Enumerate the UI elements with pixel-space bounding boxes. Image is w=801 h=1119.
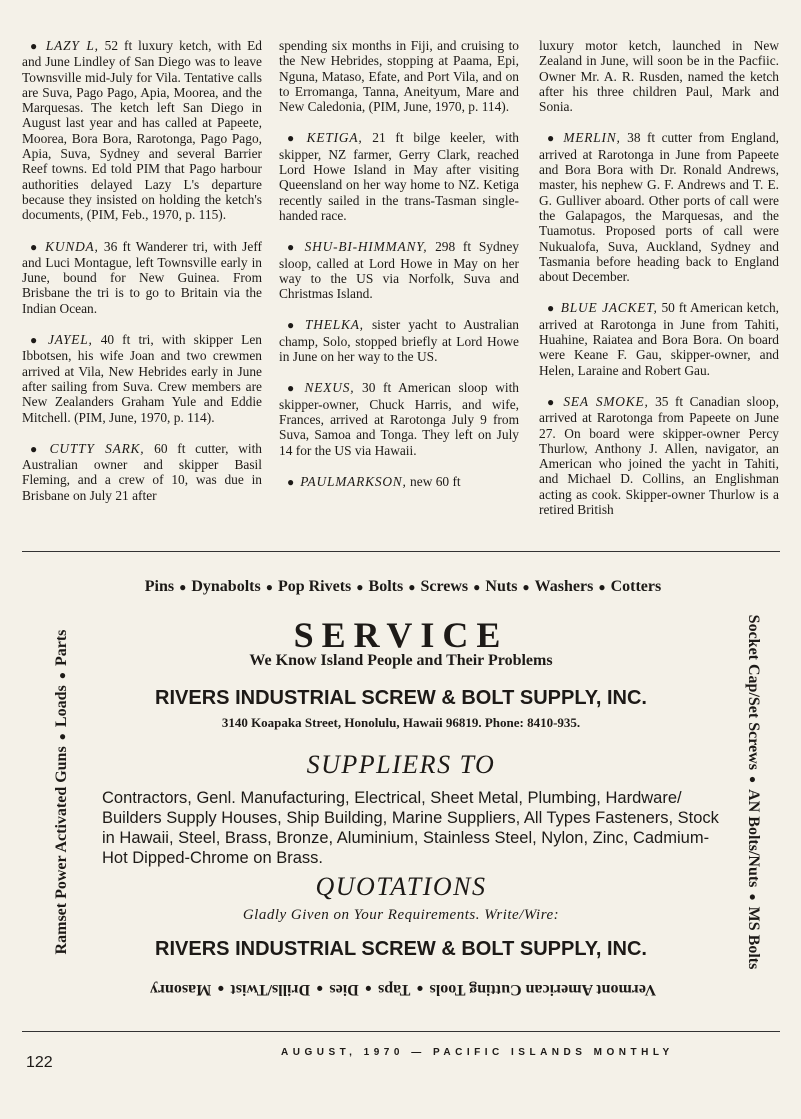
bullet-icon: ● [356,580,364,594]
article-text: 21 ft bilge keeler, with skipper, NZ farmer, Gerry Clark, reached Lord Howe Island in May after visiting Queensland on her way home to NZ. Ketiga recently sailed in the trans-Tasman single-handed race. [279,130,520,223]
bullet-icon: ● [265,580,273,594]
article-text: 50 ft American ketch, arrived at Rarotonga in June from Tahiti, Huahine, Raiatea and Bora Bora. On board were Keane F. Gau, skipper-owner, and Helen, Laraine and Robert Gau. [539,300,779,378]
ad-product-item: Pop Rivets [277,578,352,595]
ad-product-item: Ramset Power Activated Guns [53,746,70,955]
vessel-name: CUTTY SARK, [49,440,145,456]
ad-product-item: Dynabolts [191,578,261,595]
vessel-name: SEA SMOKE, [563,393,649,409]
bullet-icon: ● [287,131,301,146]
article-paragraph [279,130,519,223]
vessel-name: KETIGA, [306,130,363,146]
article-text: 35 ft Canadian sloop, arrived at Rarotonga from Papeete on June 27. On board were skipper-owner Percy Thurlow, Anthony J. Allen, navigator, an American who joined the yacht in Tahiti, and Michael D. Collins, an Englishman acting as cook. Skipper-owner Thurlow is a retired British [539,393,780,518]
bullet-icon: ● [30,441,44,456]
bullet-icon: ● [316,982,324,996]
ad-quotations-text: Gladly Given on Your Requirements. Write/Wire: [242,907,560,923]
article-paragraph [279,474,519,490]
article-text: luxury motor ketch, launched in New Zealand in June, will soon be in the Pacfiic. Owner Mr. A. R. Rusden, named the ketch after his three children Paul, Mark and Sonia. [539,38,779,115]
ad-address: 3140 Koapaka Street, Honolulu, Hawaii 96819. Phone: 8410-935. [221,715,581,730]
ad-product-item: Drills/Twist [230,981,311,998]
article-text: new 60 ft [406,473,461,489]
bullet-icon: ● [55,733,69,741]
advertisement [22,551,780,1032]
article-text: 38 ft cutter from England, arrived at Rarotonga in June from Papeete and Bora Bora with Dr. Ronald Andrews, master, his nephew G. F. Andrews and T. E. G. Gulliver aboard. Other ports of call were the Galapagos, the Marquesas, and the Tuamotus. Proposed ports of call were Nukualofa, Suva, Auckland, Sydney and Tasmania before heading back to England about December. [539,130,779,285]
ad-product-item: Parts [53,629,70,667]
ad-suppliers-text: Contractors, Genl. Manufacturing, Electrical, Sheet Metal, Plumbing, Hardware/ Builders Supply Houses, Ship Building, Marine Suppliers, All Types Fasteners, Stock in Hawaii, Steel, Brass, Bronze, Aluminium, Stainless Steel, Nylon, Zinc, Cadmium-Hot Dipped-Chrome on Brass. [102,789,719,867]
ad-top-row [70,578,736,596]
ad-product-item: Nuts [485,578,518,595]
ad-product-item: Loads [53,685,70,728]
bullet-icon: ● [547,131,558,146]
ad-product-item: Bolts [368,578,404,595]
bullet-icon: ● [30,333,42,348]
bullet-icon: ● [746,775,760,784]
article-paragraph [539,300,779,377]
vessel-name: KUNDA, [45,238,99,254]
bullet-icon: ● [522,580,530,594]
article-paragraph [279,239,519,301]
ad-product-item: Vermont American Cutting Tools [429,981,657,998]
article-paragraph [22,239,262,316]
article-paragraph [279,317,519,364]
bullet-icon: ● [287,474,295,489]
ad-bottom-row [70,980,736,998]
ad-company-name-2: RIVERS INDUSTRIAL SCREW & BOLT SUPPLY, INC. [155,938,647,960]
column-3 [539,38,779,533]
bullet-icon: ● [547,301,555,316]
bullet-icon: ● [364,982,372,996]
article-paragraph [539,38,779,114]
bullet-icon: ● [287,318,300,333]
vessel-name: PAULMARKSON, [300,473,407,489]
bullet-icon: ● [287,381,299,396]
bullet-icon: ● [30,239,40,254]
article-text: 60 ft cutter, with Australian owner and skipper Basil Fleming, and a crew of 10, was due in Brisbane on July 21 after [22,440,262,503]
ad-product-item: Masonry [149,981,212,998]
article-paragraph [539,394,779,517]
ad-company-name: RIVERS INDUSTRIAL SCREW & BOLT SUPPLY, INC. [155,687,647,709]
article-text: 40 ft tri, with skipper Len Ibbotsen, his wife Joan and two crewmen arrived at Vila, New Hebrides early in June after sailing from Suva. Crew members are New Zealanders Graham Yule and Eddie Mitchell. (PIM, June, 1970, p. 114). [22,332,263,425]
running-footer: AUGUST, 1970 — PACIFIC ISLANDS MONTHLY [281,1047,674,1058]
ad-product-item: Dies [329,981,359,998]
ad-service-heading: SERVICE [293,615,509,655]
bullet-icon: ● [179,580,187,594]
bullet-icon: ● [55,672,69,680]
bullet-icon: ● [598,580,606,594]
ad-quotations-heading: QUOTATIONS [315,872,487,901]
ad-product-item: Cotters [610,578,662,595]
ad-product-item: AN Bolts/Nuts [745,789,762,888]
vessel-name: BLUE JACKET, [560,300,658,316]
article-columns [22,38,792,538]
article-text: sister yacht to Australian champ, Solo, stopped briefly at Lord Howe in June on her way to the US. [279,317,519,365]
article-paragraph [279,38,519,114]
article-paragraph [22,38,262,223]
article-paragraph [539,130,779,284]
ad-product-item: MS Bolts [745,906,762,970]
vessel-name: JAYEL, [48,332,93,348]
vessel-name: SHU-BI-HIMMANY, [304,239,428,255]
column-1 [22,38,262,519]
bullet-icon: ● [416,982,424,996]
article-text: spending six months in Fiji, and cruising to the New Hebrides, stopping at Paama, Epi, Nguna, Mataso, Efate, and Port Vila, and on to Erromanga, Tanna, Aneityum, Mare and New Caledonia, (PIM, June, 1970, p. 114). [279,38,519,115]
bullet-icon: ● [547,394,558,409]
ad-product-item: Taps [378,981,411,998]
article-text: 36 ft Wanderer tri, with Jeff and Luci Montague, left Townsville early in June, bound for New Guinea. From Brisbane the tri is to go to Britain via the Indian Ocean. [22,238,262,316]
article-paragraph [279,380,519,457]
article-paragraph [22,441,262,503]
vessel-name: LAZY L, [45,38,99,53]
article-text: 52 ft luxury ketch, with Ed and June Lindley of San Diego was to leave Townsville mid-July for Vila. Tentative calls are Suva, Pago Pago, Apia, Moorea, and the Marquesas. The ketch left San Diego in August last year and has called at Papeete, Moorea, Bora Bora, Rarotonga, Pago Pago, Apia, Suva, Sydney and several Barrier Reef towns. Ed told PIM that Pago harbour authorities delayed Lazy L's departure because they insisted on holding the ketch's documents, (PIM, Feb., 1970, p. 115). [22,38,262,223]
ad-product-item: Screws [420,578,469,595]
bullet-icon: ● [473,580,481,594]
ad-suppliers-heading: SUPPLIERS TO [306,750,496,779]
bullet-icon: ● [217,982,225,996]
ad-product-item: Washers [534,578,594,595]
article-text: 298 ft Sydney sloop, called at Lord Howe in May on her way to the US via Norfolk, Suva and Christmas Island. [279,239,519,302]
article-text: 30 ft American sloop with skipper-owner, Chuck Harris, and wife, Frances, arrived at Rarotonga July 9 from Suva, Samoa and Tonga. They left on July 14 for the US via Hawaii. [279,380,520,458]
vessel-name: MERLIN, [563,130,621,146]
bullet-icon: ● [746,893,760,901]
vessel-name: NEXUS, [304,380,355,396]
ad-tagline: We Know Island People and Their Problems [249,652,553,669]
page-number: 122 [26,1054,53,1071]
bullet-icon: ● [287,240,299,255]
article-paragraph [22,332,262,425]
bullet-icon: ● [408,580,416,594]
column-2 [279,38,519,506]
ad-product-item: Socket Cap/Set Screws [745,614,762,770]
bullet-icon: ● [30,39,40,53]
vessel-name: THELKA, [305,317,364,333]
ad-product-item: Pins [144,578,175,595]
